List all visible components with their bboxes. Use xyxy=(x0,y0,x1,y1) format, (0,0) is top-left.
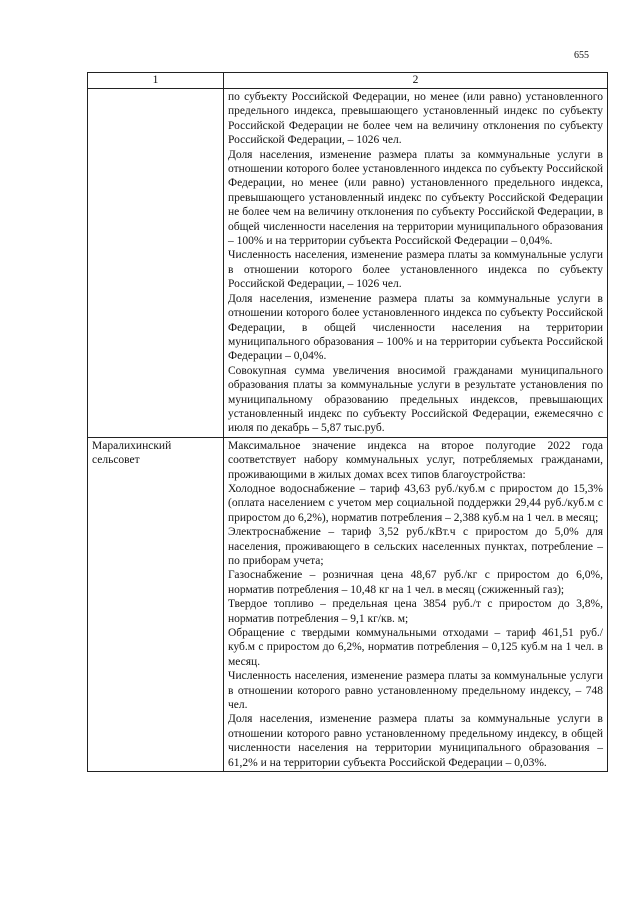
content-paragraph: Доля населения, изменение размера платы за коммунальные услуги в отношении которого более установленного индекса по субъекту Российской Федерации, в общей численности населения на территории муниципального образования – 100% и на территории субъекта Российской Федерации – 0,04%. xyxy=(228,292,603,363)
table-header-row xyxy=(88,73,608,89)
content-paragraph: Твердое топливо – предельная цена 3854 руб./т с приростом до 3,8%, норматив потребления – 9,1 кг/кв. м; xyxy=(228,598,603,625)
document-table xyxy=(87,72,608,772)
page-number: 655 xyxy=(574,50,589,61)
content-paragraph: по субъекту Российской Федерации, но менее (или равно) установленного предельного индекса, превышающего установленный индекс по субъекту Российской Федерации не более чем на величину отклонения по субъекту Российской Федерации, – 1026 чел. xyxy=(228,91,603,147)
region-cell xyxy=(88,437,224,771)
content-paragraph: Совокупная сумма увеличения вносимой гражданами муниципального образования платы за коммунальные услуги в результате установления по муниципальному образованию предельных индексов, превышающих установленный индекс по субъекту Российской Федерации, ежемесячно с июля по декабрь – 5,87 тыс.руб. xyxy=(228,364,603,435)
column-header-1: 1 xyxy=(88,73,224,89)
content-paragraph: Обращение с твердыми коммунальными отходами – тариф 461,51 руб./куб.м с приростом до 6,2%, норматив потребления – 0,125 куб.м на 1 чел. в месяц. xyxy=(228,627,603,668)
table-body xyxy=(88,89,608,772)
region-name: Маралихинский сельсовет xyxy=(92,439,172,467)
table-row xyxy=(88,437,608,771)
content-paragraph: Газоснабжение – розничная цена 48,67 руб./кг с приростом до 6,0%, норматив потребления – 10,48 кг на 1 чел. в месяц (сжиженный газ); xyxy=(228,569,603,596)
content-paragraph: Доля населения, изменение размера платы за коммунальные услуги в отношении которого более установленного индекса по субъекту Российской Федерации, но менее (или равно) установленного предельного индекса, превышающего установленный индекс по субъекту Российской Федерации не более чем на величину отклонения по субъекту Российской Федерации, в общей численности населения на территории муниципального образования – 100% и на территории субъекта Российской Федерации – 0,04%. xyxy=(228,148,603,248)
content-paragraph: Численность населения, изменение размера платы за коммунальные услуги в отношении которого равно установленному предельному индексу, – 748 чел. xyxy=(228,670,603,712)
table-row xyxy=(88,89,608,438)
content-paragraph: Холодное водоснабжение – тариф 43,63 руб./куб.м с приростом до 15,3% (оплата населением с учетом мер социальной поддержки 29,44 руб./куб.м с приростом до 6,2%), норматив потребления – 2,388 куб.м на 1 чел. в месяц; xyxy=(228,482,603,524)
region-cell xyxy=(88,89,224,438)
content-paragraph: Максимальное значение индекса на второе полугодие 2022 года соответствует набору коммунальных услуг, потребляемых гражданами, проживающими в жилых домах всех типов благоустройства: xyxy=(228,439,603,481)
column-header-2: 2 xyxy=(224,73,608,89)
content-paragraph: Электроснабжение – тариф 3,52 руб./кВт.ч с приростом до 5,0% для населения, проживающего в сельских населенных пунктах, потребление – по приборам учета; xyxy=(228,526,603,567)
content-paragraph: Доля населения, изменение размера платы за коммунальные услуги в отношении которого равно установленному предельному индексу, в общей численности населения на территории муниципального образования – 61,2% и на территории субъекта Российской Федерации – 0,03%. xyxy=(228,713,603,769)
content-cell xyxy=(224,437,608,771)
content-paragraph: Численность населения, изменение размера платы за коммунальные услуги в отношении которого более установленного индекса по субъекту Российской Федерации, – 1026 чел. xyxy=(228,249,603,291)
content-cell xyxy=(224,89,608,438)
